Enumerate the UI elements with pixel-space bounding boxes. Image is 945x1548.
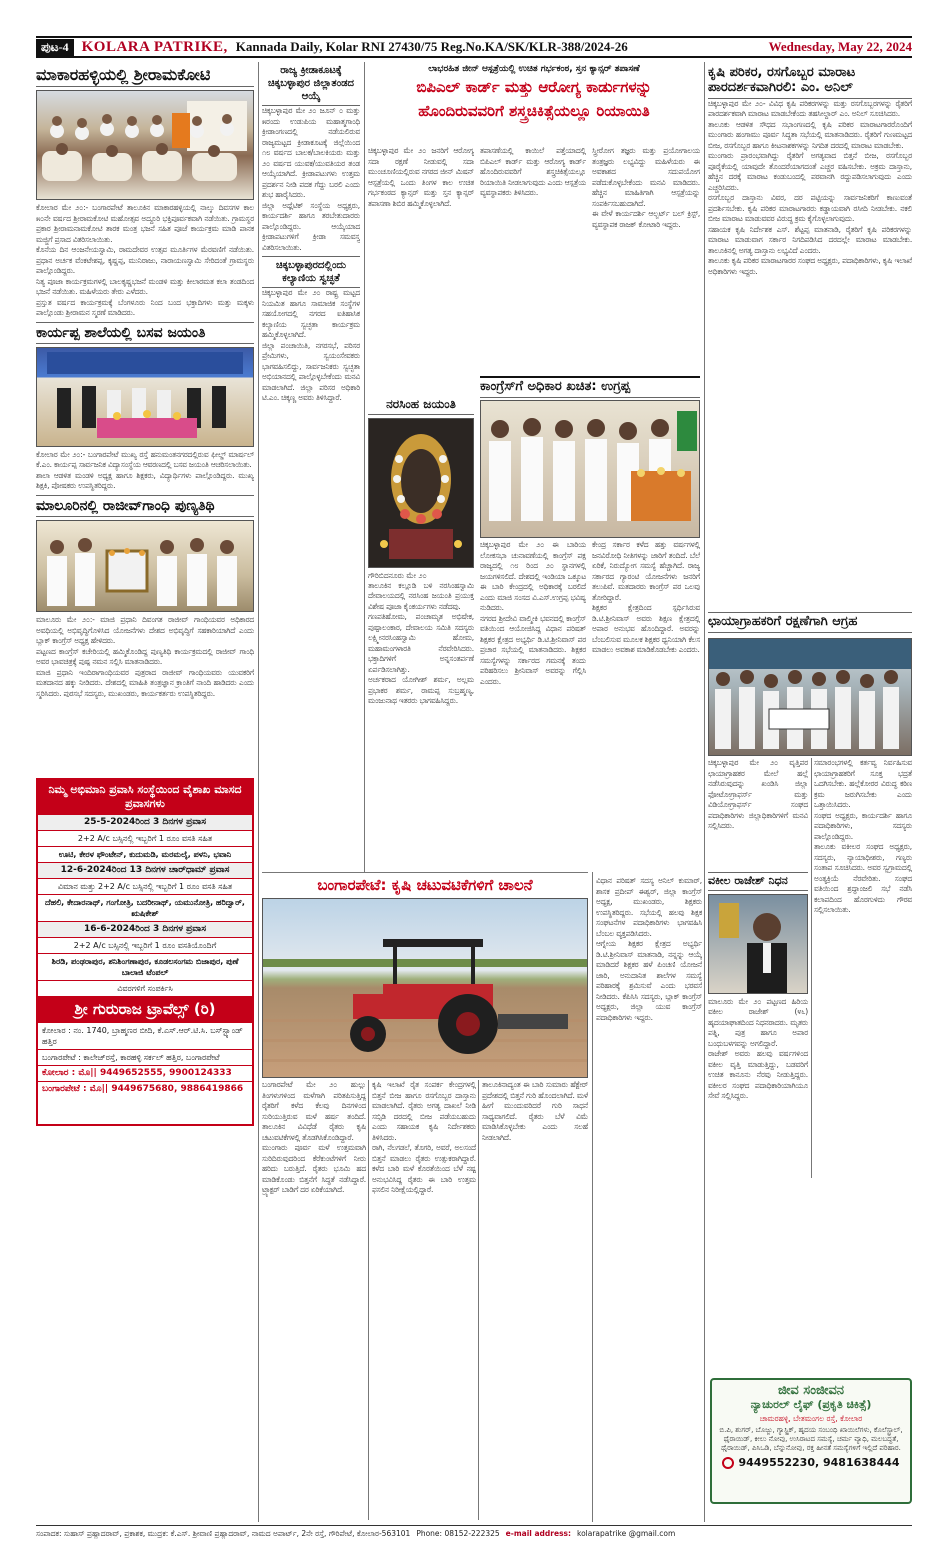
narasimha-story: [368, 396, 474, 872]
article-body: ಸಮಾರಂಭಗಳಲ್ಲಿ ಕರ್ತವ್ಯ ನಿರ್ವಹಿಸುವ ಛಾಯಾಗ್ರಾಹಕರಿಗೆ ಸೂಕ್ತ ಭದ್ರತೆ ಒದಗಿಸಬೇಕು. ಹಲ್ಲೆಕೋರರ ವಿರುದ್ಧ ಕಠಿಣ ಕ್ರಮ ಜರುಗಿಸಬೇಕು ಎಂದು ಒತ್ತಾಯಿಸಿದರು.: [814, 758, 912, 809]
article-body: ಮಾಲೂರು ಮೇ ೨೦ ಪಟ್ಟಣದ ಹಿರಿಯ ವಕೀಲ ರಾಜೇಶ್ (೪೬) ಹೃದಯಾಘಾತದಿಂದ ನಿಧನರಾದರು. ಮೃತರು ಪತ್ನಿ, ಪುತ್ರ ಹಾಗೂ ಅಪಾರ ಬಂಧುಬಳಗವನ್ನು ಅಗಲಿದ್ದಾರೆ.: [708, 996, 808, 1048]
article-headline: ಕಾಂಗ್ರೆಸ್‌ಗೆ ಅಧಿಕಾರ ಖಚಿತ: ಉಗ್ರಪ್ಪ: [480, 376, 700, 398]
contact-label: ವಿವರಗಳಿಗೆ ಸಂಪರ್ಕಿಸಿ: [38, 980, 252, 996]
article-body: ಕೊನೆಯ ದಿನ ಆಂಜನೇಯಸ್ವಾಮಿ, ರಾಮದೇವರ ಉತ್ಸವ ಮೂರ್ತಿಗಳ ಮೆರವಣಿಗೆ ನಡೆಯಿತು. ಪ್ರಧಾನ ಅರ್ಚಕ ವೆಂಕಟೇಶಪ್ಪ, ಕೃಷ್ಣಪ್ಪ, ಮುನಿರಾಜು, ನಾರಾಯಣಸ್ವಾಮಿ ಸೇರಿದಂತೆ ಗ್ರಾಮಸ್ಥರು ಪಾಲ್ಗೊಂಡಿದ್ದರು.: [36, 245, 254, 276]
article-headline: ಮಾಕಾರಹಳ್ಳಿಯಲ್ಲಿ ಶ್ರೀರಾಮಕೋಟಿ: [36, 64, 254, 87]
congress-headline: [480, 376, 700, 398]
photographers-story-column: [708, 758, 808, 868]
lead-kicker: ಲಾಭರಹಿತ ಜೀನ್ ಆಸ್ಪತ್ರೆಯಲ್ಲಿ ಉಚಿತ ಗರ್ಭಕಂಠ, ಸ್ತನ ಕ್ಯಾನ್ಸರ್ ತಪಾಸಣೆ: [428, 64, 640, 74]
travel-advertisement: [36, 778, 254, 1126]
article-body: ಚಿಕ್ಕಬಳ್ಳಾಪುರ ಮೇ ೨೦- ವಿವಿಧ ಕೃಷಿ ಪರಿಕರಗಳನ್ನು ಮತ್ತು ರಸಗೊಬ್ಬರಗಳನ್ನು ರೈತರಿಗೆ ಪಾರದರ್ಶಕವಾಗಿ ಮಾರಾಟ ಮಾಡಬೇಕೆಂದು ತಹಸೀಲ್ದಾರ್ ಎಂ. ಅನಿಲ್ ಸೂಚಿಸಿದರು.: [708, 98, 912, 119]
travel-address: ಬಂಗಾರಪೇಟೆ : ಕಾಲೇಜ್‌ರಸ್ತೆ, ಕಾರಹಳ್ಳಿ ಸರ್ಕಲ್ ಹತ್ತಿರ, ಬಂಗಾರಪೇಟೆ: [38, 1049, 252, 1065]
deity-illustration: [369, 419, 473, 567]
ad-phone: 9449552230, 9481638444: [738, 1456, 900, 1469]
agriculture-story-column: [262, 1080, 366, 1520]
article-body: ಸ್ತ್ರೀರೋಗ ತಜ್ಞರು ಮತ್ತು ಪ್ರಯೋಗಾಲಯ ತಂತ್ರಜ್ಞರು ಲಭ್ಯವಿದ್ದು ಮಹಿಳೆಯರು ಈ ಅವಕಾಶದ ಸದುಪಯೋಗ ಪಡೆದುಕೊಳ್ಳಬೇಕೆಂದು ಮನವಿ ಮಾಡಿದರು. ಹೆಚ್ಚಿನ ಮಾಹಿತಿಗಾಗಿ ಆಸ್ಪತ್ರೆಯನ್ನು ಸಂಪರ್ಕಿಸಬಹುದಾಗಿದೆ.: [592, 146, 700, 208]
article-body: ಮಾಲೂರು ಮೇ ೨೦:- ಮಾಜಿ ಪ್ರಧಾನಿ ದಿವಂಗತ ರಾಜೀವ್ ಗಾಂಧಿಯವರ ಅಧಿಕಾರದ ಅವಧಿಯಲ್ಲಿ ಅಭಿವೃದ್ಧಿಗೊಳಿಸಿದ ಯೋಜನೆಗಳು ದೇಶದ ಅಭಿವೃದ್ಧಿಗೆ ಸಹಕಾರಿಯಾಗಿದೆ ಎಂದು ಬ್ಲಾಕ್ ಕಾಂಗ್ರೆಸ್ ಅಧ್ಯಕ್ಷ ಹೇಳಿದರು.: [36, 615, 254, 646]
tour-places: ದೆಹಲಿ, ಕೇದಾರನಾಥ್, ಗಂಗೋತ್ರಿ, ಬದರೀನಾಥ್, ಯಮುನೋತ್ರಿ, ಹರಿದ್ವಾರ್, ಋಷಿಕೇಶ್: [38, 894, 252, 921]
travel-phone: ಕೋಲಾರ : ಮೊ|| 9449652555, 9900124333: [38, 1065, 252, 1081]
article-body: ಸಹಾಯಕ ಕೃಷಿ ನಿರ್ದೇಶಕ ಎಸ್. ಶೆಟ್ಟಪ್ಪ ಮಾತನಾಡಿ, ರೈತರಿಗೆ ಕೃಷಿ ಪರಿಕರಗಳನ್ನು ಮಾರಾಟ ಮಾಡುವಾಗ ಸರ್ಕಾರ ನಿಗದಿಪಡಿಸಿದ ದರದಲ್ಲೇ ಮಾರಾಟ ಮಾಡಬೇಕು. ತಾಲೂಕಿನಲ್ಲಿ ಅಗತ್ಯ ದಾಸ್ತಾನು ಲಭ್ಯವಿದೆ ಎಂದರು.: [708, 224, 912, 255]
travel-phone: ಬಂಗಾರಪೇಟೆ : ಮೊ|| 9449675680, 9886419866: [38, 1081, 252, 1097]
masthead: [36, 36, 912, 58]
obituary-headline: ವಕೀಲ ರಾಜೇಶ್ ನಿಧನ: [708, 872, 808, 891]
article-body: ತಾಲೂಕಿನ ಕಲ್ಲೂಡಿ ಬಳಿ ನರಸಿಂಹಸ್ವಾಮಿ ದೇವಾಲಯದಲ್ಲಿ ನರಸಿಂಹ ಜಯಂತಿ ಪ್ರಯುಕ್ತ ವಿಶೇಷ ಪೂಜಾ ಕೈಂಕರ್ಯಗಳು ನಡೆದವು.: [368, 580, 474, 611]
paper-name: KOLARA PATRIKE,: [81, 38, 228, 55]
article-body: ಮುಂಗಾರು ಪೂರ್ವ ಮಳೆ ಉತ್ತಮವಾಗಿ ಸುರಿದಿರುವುದರಿಂದ ಕೆರೆಕುಂಟೆಗಳಿಗೆ ನೀರು ಹರಿದು ಬರುತ್ತಿದೆ. ರೈತರು ಭೂಮಿ ಹದ ಮಾಡಿಕೊಂಡು ಬಿತ್ತನೆಗೆ ಸಿದ್ಧತೆ ನಡೆಸಿದ್ದಾರೆ. ಟ್ರ್ಯಾಕ್ಟರ್ ಬಾಡಿಗೆ ದರ ಏರಿಕೆಯಾಗಿದೆ.: [262, 1143, 366, 1194]
article-body: ನಿತ್ಯ ಪೂಜಾ ಕಾರ್ಯಕ್ರಮಗಳಲ್ಲಿ ಬಾಲಕೃಷ್ಣಭಜನೆ ಮಂಡಳಿ ಮತ್ತು ಕೀಲಾರಮತ ಕಲಾ ತಂಡದಿಂದ ಭಜನೆ ನಡೆಯಿತು. ಮಹಿಳೆಯರು ತೇರು ಎಳೆದರು.: [36, 276, 254, 297]
article-headline: ಬಂಗಾರಪೇಟೆ: ಕೃಷಿ ಚಟುವಟಿಕೆಗಳಿಗೆ ಚಾಲನೆ: [317, 876, 533, 894]
article-headline: ಛಾಯಾಗ್ರಾಹಕರಿಗೆ ರಕ್ಷಣೆಗಾಗಿ ಆಗ್ರಹ: [708, 613, 912, 633]
article-body: ರಸಗೊಬ್ಬರ ದಾಸ್ತಾನು ವಿವರ, ದರ ಪಟ್ಟಿಯನ್ನು ಸಾರ್ವಜನಿಕರಿಗೆ ಕಾಣುವಂತೆ ಪ್ರದರ್ಶಿಸಬೇಕು. ಕೃಷಿ ಪರಿಕರ ಮಾರಾಟಗಾರರು ಕಡ್ಡಾಯವಾಗಿ ರಸೀದಿ ನೀಡಬೇಕು. ನಕಲಿ ಬೀಜ ಮಾರಾಟ ಮಾಡುವವರ ವಿರುದ್ಧ ಕ್ರಮ ಕೈಗೊಳ್ಳಲಾಗುವುದು.: [708, 193, 912, 224]
article-headline: ಮಾಲೂರಿನಲ್ಲಿ ರಾಜೀವ್‌ಗಾಂಧಿ ಪುಣ್ಯತಿಥಿ: [36, 495, 254, 517]
article-body: ಪ್ರಸ್ತುತ ವರ್ಷದ ಕಾರ್ಯಕ್ರಮಕ್ಕೆ ಬೆಂಗಳೂರು ನಿಂದ ಬಂದ ಭಕ್ತಾದಿಗಳು ಮತ್ತು ಮಕ್ಕಳು ಪಾಲ್ಗೊಂಡು ಶ್ರೀರಾಮನ ಸ್ಮರಣೆ ಮಾಡಿದರು.: [36, 297, 254, 318]
congress-story-column: [592, 540, 700, 872]
article-body: ಆಗ್ನೇಯ ಶಿಕ್ಷಕರ ಕ್ಷೇತ್ರದ ಅಭ್ಯರ್ಥಿ ಡಿ.ಟಿ.ಶ್ರೀನಿವಾಸ್ ಮಾತನಾಡಿ, ನನ್ನನ್ನು ಆಯ್ಕೆ ಮಾಡಿದರೆ ಶಿಕ್ಷಕರ ಹಳೆ ಪಿಂಚಣಿ ಯೋಜನೆ ಜಾರಿ, ಅನುದಾನಿತ ಶಾಲೆಗಳ ಸಮಸ್ಯೆ ಪರಿಹಾರಕ್ಕೆ ಶ್ರಮಿಸುವೆ ಎಂದು ಭರವಸೆ ನೀಡಿದರು. ಕೆಪಿಸಿಸಿ ಸದಸ್ಯರು, ಬ್ಲಾಕ್ ಕಾಂಗ್ರೆಸ್ ಅಧ್ಯಕ್ಷರು, ಜಿಲ್ಲಾ ಯುವ ಕಾಂಗ್ರೆಸ್ ಪದಾಧಿಕಾರಿಗಳು ಇದ್ದರು.: [596, 939, 702, 1022]
lead-headline-line1: ಬಿಪಿಎಲ್ ಕಾರ್ಡ್ ಮತ್ತು ಆರೋಗ್ಯ ಕಾರ್ಡುಗಳನ್ನು: [416, 78, 652, 96]
article-body: ಬಂಗಾರಪೇಟೆ ಮೇ ೨೦ ಹುಲ್ಲು ತಿಂಗಳುಗಳಿಂದ ಮಳೆಗಾಗಿ ಪರಿತಪಿಸುತ್ತಿದ್ದ ರೈತರಿಗೆ ಕಳೆದ ಕೆಲವು ದಿನಗಳಿಂದ ಸುರಿಯುತ್ತಿರುವ ಮಳೆ ಹರ್ಷ ತಂದಿದೆ. ತಾಲೂಕಿನ ವಿವಿಧೆಡೆ ರೈತರು ಕೃಷಿ ಚಟುವಟಿಕೆಗಳಲ್ಲಿ ತೊಡಗಿಸಿಕೊಂಡಿದ್ದಾರೆ.: [262, 1080, 366, 1142]
lead-headline-block: [368, 64, 700, 144]
congress-continued-column: [596, 876, 702, 1520]
phone-icon: [722, 1457, 734, 1469]
column-divider: [364, 62, 365, 872]
article-headline: ಚಿಕ್ಕಬಳ್ಳಾಪುರದಲ್ಲಿಂದು ಕಲ್ಯಾಣಿಯ ಸ್ವಚ್ಛತೆ: [262, 256, 360, 288]
obituary-photo: [708, 894, 808, 994]
ad-title: ಜೀವ ಸಂಜೀವನ: [777, 1383, 845, 1398]
congress-meeting-photo: [480, 400, 700, 538]
page-number: ಪುಟ-4: [36, 39, 74, 56]
column-divider: [478, 1080, 479, 1520]
article-body: ಅರ್ಚಕರಾದ ಯೋಗೀಶ್ ಶರ್ಮ, ಅಲ್ಲಮ ಪ್ರಭಾಕರ ಶರ್ಮ, ರಾಮಪ್ಪ ಸುಬ್ರಹ್ಮಣ್ಯ, ಮಂಜುನಾಥ ಇತರರು ಭಾಗವಹಿಸಿದ್ದರು.: [368, 675, 474, 706]
group-illustration: [37, 521, 253, 611]
tour-date: 25-5-2024ರಿಂದ 3 ದಿನಗಳ ಪ್ರವಾಸ: [38, 814, 252, 830]
article-body: ನಗರದ ಶ್ರೀದೇವಿ ವಾಲ್ಮೀಕಿ ಭವನದಲ್ಲಿ ಕಾಂಗ್ರೆಸ್ ವತಿಯಿಂದ ಆಯೋಜಿಸಿದ್ದ ವಿಧಾನ ಪರಿಷತ್ ಶಿಕ್ಷಕರ ಕ್ಷೇತ್ರದ ಅಭ್ಯರ್ಥಿ ಡಿ.ಟಿ.ಶ್ರೀನಿವಾಸ್ ಪರ ಪ್ರಚಾರ ಸಭೆಯಲ್ಲಿ ಮಾತನಾಡಿದರು. ಶಿಕ್ಷಕರ ಸಮಸ್ಯೆಗಳನ್ನು ಸರ್ಕಾರದ ಗಮನಕ್ಕೆ ತಂದು ಪರಿಹರಿಸಲು ಶ್ರೀನಿವಾಸ್ ಅವರನ್ನು ಗೆಲ್ಲಿಸಿ ಎಂದರು.: [480, 613, 586, 686]
paper-registration: Kannada Daily, Kolar RNI 27430/75 Reg.No.KA/SK/KLR-388/2024-26: [235, 39, 628, 54]
article-body: ಶಿಕ್ಷಕರ ಕ್ಷೇತ್ರದಿಂದ ಸ್ಪರ್ಧಿಸಿರುವ ಡಿ.ಟಿ.ಶ್ರೀನಿವಾಸ್ ಅವರು ಶಿಕ್ಷಣ ಕ್ಷೇತ್ರದಲ್ಲಿ ಅಪಾರ ಅನುಭವ ಹೊಂದಿದ್ದಾರೆ. ಅವರನ್ನು ಬೆಂಬಲಿಸುವ ಮೂಲಕ ಶಿಕ್ಷಕರ ಧ್ವನಿಯಾಗಿ ಕೆಲಸ ಮಾಡಲು ಅವಕಾಶ ಮಾಡಿಕೊಡಬೇಕು ಎಂದರು.: [592, 603, 700, 654]
photographers-headline: [708, 612, 912, 636]
ad-address: ಚಾಮರಹಳ್ಳಿ, ಬೇತಮಂಗಲ ರಸ್ತೆ, ಕೋಲಾರ: [759, 1414, 863, 1423]
deity-photo: [368, 418, 474, 568]
tour-detail: 2+2 A/c ಬಸ್ಸಿನಲ್ಲಿ ಇಬ್ಬರಿಗೆ 1 ರೂಂ ವಸತಿ ಸಹಿತ: [38, 830, 252, 846]
tractor-photo: [262, 898, 588, 1078]
article-body: ಚಿಕ್ಕಬಳ್ಳಾಪುರ ಮೇ ೨೦ ವೃತ್ತಿಪರ ಛಾಯಾಗ್ರಾಹಕರ ಮೇಲೆ ಹಲ್ಲೆ ನಡೆಸಿರುವುದನ್ನು ಖಂಡಿಸಿ ಜಿಲ್ಲಾ ಫೋಟೋಗ್ರಾಫರ್ಸ್ ಮತ್ತು ವಿಡಿಯೋಗ್ರಾಫರ್ಸ್ ಸಂಘದ ಪದಾಧಿಕಾರಿಗಳು ಜಿಲ್ಲಾಧಿಕಾರಿಗಳಿಗೆ ಮನವಿ ಸಲ್ಲಿಸಿದರು.: [708, 758, 808, 830]
article-body: ತಾಲೂಕು ಆಡಳಿತ ಸೌಧದ ಸಭಾಂಗಣದಲ್ಲಿ ಕೃಷಿ ಪರಿಕರ ಮಾರಾಟಗಾರರೊಂದಿಗೆ ಮುಂಗಾರು ಹಂಗಾಮು ಪೂರ್ವ ಸಿದ್ಧತಾ ಸಭೆಯಲ್ಲಿ ಮಾತನಾಡಿದರು. ರೈತರಿಗೆ ಗುಣಮಟ್ಟದ ಬೀಜ, ರಸಗೊಬ್ಬರ ಹಾಗೂ ಕೀಟನಾಶಕಗಳನ್ನು ನಿಗದಿತ ದರದಲ್ಲಿ ಮಾರಾಟ ಮಾಡಬೇಕು.: [708, 119, 912, 150]
article-body: ಜಿಲ್ಲಾ ಪಂಚಾಯಿತಿ, ನಗರಸಭೆ, ಪರಿಸರ ಪ್ರೇಮಿಗಳು, ಸ್ವಯಂಸೇವಕರು ಭಾಗವಹಿಸಲಿದ್ದು, ಸಾರ್ವಜನಿಕರು ಸ್ವಚ್ಛತಾ ಅಭಿಯಾನದಲ್ಲಿ ಪಾಲ್ಗೊಳ್ಳಬೇಕೆಂದು ಮನವಿ ಮಾಡಲಾಗಿದೆ. ಜಿಲ್ಲಾ ಪರಿಸರ ಅಧಿಕಾರಿ ಟಿ.ಎಂ. ಚಿಕ್ಕಣ್ಣ ಅವರು ತಿಳಿಸಿದ್ದಾರೆ.: [262, 340, 360, 402]
article-body: ತಾಲೂಕಿನಾದ್ಯಂತ ಈ ಬಾರಿ ಸುಮಾರು ಹೆಕ್ಟೇರ್ ಪ್ರದೇಶದಲ್ಲಿ ಬಿತ್ತನೆ ಗುರಿ ಹೊಂದಲಾಗಿದೆ. ಮಳೆ ಹೀಗೆ ಮುಂದುವರಿದರೆ ಗುರಿ ಸಾಧನೆ ಸಾಧ್ಯವಾಗಲಿದೆ. ರೈತರು ಬೆಳೆ ವಿಮೆ ಮಾಡಿಸಿಕೊಳ್ಳಬೇಕು ಎಂದು ಸಲಹೆ ನೀಡಲಾಗಿದೆ.: [482, 1080, 588, 1142]
footer-imprint: [36, 1525, 912, 1541]
column-divider: [811, 758, 812, 1178]
tour-places: ಶಿರಡಿ, ಪಂಢರಾಪುರ, ಶನಿಶಿಂಗಣಾಪುರ, ಕೂಡಲಸಂಗಮ ಬಿಜಾಪುರ, ಪುಣೆ ಬಾಲಾಜಿ ಟೆಂಪಲ್: [38, 953, 252, 980]
photo-caption: ಗೌರಿಬಿದನೂರು ಮೇ ೨೦: [368, 570, 427, 580]
article-body: ಕೋಲಾರ ಮೇ ೨೦:- ಬಂಗಾರಪೇಟೆ ಮುಖ್ಯ ರಸ್ತೆ ಹನುಮಂತನಗರದಲ್ಲಿರುವ ಫೀಲ್ಡ್ ಮಾರ್ಷಲ್ ಕೆ.ಎಂ. ಕಾರ್ಯಪ್ಪ ಸಾರ್ವಜನಿಕ ವಿದ್ಯಾಸಂಸ್ಥೆಯ ಆವರಣದಲ್ಲಿ ಬಸವ ಜಯಂತಿ ಆಚರಿಸಲಾಯಿತು.: [36, 449, 254, 470]
article-body: ಕೇಂದ್ರ ಸರ್ಕಾರ ಕಳೆದ ಹತ್ತು ವರ್ಷಗಳಲ್ಲಿ ಜನವಿರೋಧಿ ನೀತಿಗಳನ್ನು ಜಾರಿಗೆ ತಂದಿದೆ. ಬೆಲೆ ಏರಿಕೆ, ನಿರುದ್ಯೋಗ ಸಮಸ್ಯೆ ಹೆಚ್ಚಾಗಿದೆ. ರಾಜ್ಯ ಸರ್ಕಾರದ ಗ್ಯಾರಂಟಿ ಯೋಜನೆಗಳು ಜನರಿಗೆ ತಲುಪಿವೆ. ಮತದಾರರು ಕಾಂಗ್ರೆಸ್ ಪರ ಒಲವು ತೋರಿದ್ದಾರೆ.: [592, 540, 700, 602]
agriculture-story-column: [482, 1080, 588, 1520]
footer-publisher: ಸಂಪಾದಕ: ಸುಹಾಸ್ ಪ್ರಹ್ಲಾದರಾವ್, ಪ್ರಕಾಶಕ, ಮುದ್ರಕ: ಕೆ.ಎಸ್. ಶ್ರೀವಾಣಿ ಪ್ರಹ್ಲಾದರಾವ್, ನಾಮದ ಅಪಾರ್ಟ್, 2ನೇ ರಸ್ತೆ, ಗೌರಿಪೇಟೆ, ಕೋಲಾರ-563101: [36, 1528, 411, 1538]
article-body: ಸಂಘದ ಅಧ್ಯಕ್ಷರು, ಕಾರ್ಯದರ್ಶಿ ಹಾಗೂ ಪದಾಧಿಕಾರಿಗಳು, ಸದಸ್ಯರು ಪಾಲ್ಗೊಂಡಿದ್ದರು.: [814, 810, 912, 841]
column-divider: [258, 62, 259, 1522]
article-body: ಶಾಲಾ ಆಡಳಿತ ಮಂಡಳಿ ಅಧ್ಯಕ್ಷ ಹಾಗೂ ಶಿಕ್ಷಕರು, ವಿದ್ಯಾರ್ಥಿಗಳು ಪಾಲ್ಗೊಂಡಿದ್ದರು. ಮುಖ್ಯ ಶಿಕ್ಷಕಿ, ಪೋಷಕರು ಉಪಸ್ಥಿತರಿದ್ದರು.: [36, 470, 254, 491]
article-body: ಪಟ್ಟಣದ ಕಾಂಗ್ರೆಸ್ ಕಚೇರಿಯಲ್ಲಿ ಹಮ್ಮಿಕೊಂಡಿದ್ದ ಪುಣ್ಯತಿಥಿ ಕಾರ್ಯಕ್ರಮದಲ್ಲಿ ರಾಜೀವ್ ಗಾಂಧಿ ಅವರ ಭಾವಚಿತ್ರಕ್ಕೆ ಪುಷ್ಪ ನಮನ ಸಲ್ಲಿಸಿ ಮಾತನಾಡಿದರು.: [36, 646, 254, 667]
crowd-illustration: [37, 91, 253, 199]
ramakoti-photo: [36, 90, 254, 200]
article-body: ತಪಾಸಣೆಯಲ್ಲಿ ಕಾಯಿಲೆ ಪತ್ತೆಯಾದಲ್ಲಿ ಬಿಪಿಎಲ್ ಕಾರ್ಡ್ ಮತ್ತು ಆರೋಗ್ಯ ಕಾರ್ಡ್ ಹೊಂದಿರುವವರಿಗೆ ಶಸ್ತ್ರಚಿಕಿತ್ಸೆಯಲ್ಲೂ ರಿಯಾಯಿತಿ ನೀಡಲಾಗುವುದು ಎಂದು ಆಸ್ಪತ್ರೆಯ ವ್ಯವಸ್ಥಾಪಕರು ತಿಳಿಸಿದರು.: [480, 146, 586, 197]
column-divider: [704, 62, 705, 1522]
photographers-protest-photo: [708, 638, 912, 756]
travel-company-name: ಶ್ರೀ ಗುರುರಾಜ ಟ್ರಾವೆಲ್ಸ್ (ರಿ): [38, 996, 252, 1022]
lead-story-column: [480, 146, 586, 396]
narrow-column: [262, 64, 360, 869]
article-body: ರಾಜೇಶ್ ಅವರು ಹಲವು ವರ್ಷಗಳಿಂದ ವಕೀಲ ವೃತ್ತಿ ಮಾಡುತ್ತಿದ್ದು, ಬಡವರಿಗೆ ಉಚಿತ ಕಾನೂನು ನೆರವು ನೀಡುತ್ತಿದ್ದರು. ವಕೀಲರ ಸಂಘದ ಪದಾಧಿಕಾರಿಯಾಗಿಯೂ ಸೇವೆ ಸಲ್ಲಿಸಿದ್ದರು.: [708, 1049, 808, 1101]
tour-detail: 2+2 A/c ಬಸ್ಸಿನಲ್ಲಿ ಇಬ್ಬರಿಗೆ 1 ರೂಂ ವಸತಿಯೊಂದಿಗೆ: [38, 937, 252, 953]
agriculture-story-column: [372, 1080, 476, 1520]
article-body: ಮಾಜಿ ಪ್ರಧಾನಿ ಇಂದಿರಾಗಾಂಧಿಯವರ ಪುತ್ರರಾದ ರಾಜೀವ್ ಗಾಂಧಿಯವರು ಯುವಕರಿಗೆ ಮತದಾನದ ಹಕ್ಕು ನೀಡಿದರು. ದೇಶದಲ್ಲಿ ಮಾಹಿತಿ ತಂತ್ರಜ್ಞಾನ ಕ್ರಾಂತಿಗೆ ನಾಂದಿ ಹಾಡಿದರು ಎಂದು ಸ್ಮರಿಸಿದರು. ಪುರಸಭೆ ಸದಸ್ಯರು, ಮುಖಂಡರು, ಕಾರ್ಯಕರ್ತರು ಉಪಸ್ಥಿತರಿದ್ದರು.: [36, 667, 254, 698]
tour-detail: ವಿಮಾನ ಮತ್ತು 2+2 A/c ಬಸ್ಸಿನಲ್ಲಿ ಇಬ್ಬರಿಗೆ 1 ರೂಂ ವಸತಿ ಸಹಿತ: [38, 878, 252, 894]
tractor-illustration: [263, 899, 587, 1077]
left-column: [36, 64, 254, 1524]
portrait-illustration: [709, 895, 807, 993]
article-body: ಚಿಕ್ಕಬಳ್ಳಾಪುರ ಮೇ ೨೦ ಜನರಿಗೆ ಆರೋಗ್ಯ ಸದಾ ರಕ್ಷಣೆ ನೀಡುವಲ್ಲಿ ಸದಾ ಮುಂಚೂಣಿಯಲ್ಲಿರುವ ನಗರದ ಜೀನ್ ಮಿಷನ್ ಆಸ್ಪತ್ರೆಯಲ್ಲಿ ಒಂದು ತಿಂಗಳ ಕಾಲ ಉಚಿತ ಗರ್ಭಕಂಠದ ಕ್ಯಾನ್ಸರ್ ಮತ್ತು ಸ್ತನ ಕ್ಯಾನ್ಸರ್ ತಪಾಸಣಾ ಶಿಬಿರ ಹಮ್ಮಿಕೊಳ್ಳಲಾಗಿದೆ.: [368, 146, 474, 208]
article-headline: ಕೃಷಿ ಪರಿಕರ, ರಸಗೊಬ್ಬರ ಮಾರಾಟ ಪಾರದರ್ಶಕವಾಗಿರಲಿ: ಎಂ. ಅನಿಲ್: [708, 64, 912, 99]
meeting-illustration: [481, 401, 699, 537]
article-body: ಈ ವೇಳೆ ಕಾರ್ಯದರ್ಶಿ ಆಲ್ಬರ್ಟ್ ಬಲ್ ಕ್ರಿಸ್ಟ್, ವ್ಯವಸ್ಥಾಪಕ ರಾಜಕ್ ಕೋಟಾರಿ ಇದ್ದರು.: [592, 209, 700, 229]
right-column: [708, 64, 912, 624]
travel-address: ಕೋಲಾರ : ನಂ. 1740, ಬ್ರಾಹ್ಮಣರ ಬೀದಿ, ಕೆ.ಎಸ್.ಆರ್.ಟಿ.ಸಿ. ಬಸ್‌ಸ್ಟ್ಯಾಂಡ್ ಹತ್ತಿರ: [38, 1022, 252, 1049]
basava-jayanthi-photo: [36, 347, 254, 447]
column-divider: [368, 1080, 369, 1520]
footer-email: kolarapatrike @gmail.com: [577, 1529, 676, 1538]
article-body: ಮುಂಗಾರು ಪ್ರಾರಂಭವಾಗಿದ್ದು ರೈತರಿಗೆ ಅಗತ್ಯವಾದ ಬಿತ್ತನೆ ಬೀಜ, ರಸಗೊಬ್ಬರ ಪೂರೈಕೆಯಲ್ಲಿ ಯಾವುದೇ ತೊಂದರೆಯಾಗದಂತೆ ಎಚ್ಚರ ವಹಿಸಬೇಕು. ಅಕ್ರಮ ದಾಸ್ತಾನು, ಹೆಚ್ಚಿನ ದರಕ್ಕೆ ಮಾರಾಟ ಕಂಡುಬಂದಲ್ಲಿ ಪರವಾನಗಿ ರದ್ದುಪಡಿಸಲಾಗುವುದು ಎಂದು ಎಚ್ಚರಿಸಿದರು.: [708, 151, 912, 192]
lead-headline-line2: ಹೊಂದಿರುವವರಿಗೆ ಶಸ್ತ್ರಚಿಕಿತ್ಸೆಯಲ್ಲೂ ರಿಯಾಯಿತಿ: [418, 102, 650, 120]
footer-phone: Phone: 08152-222325: [416, 1529, 500, 1538]
naturopathy-advertisement: [710, 1378, 912, 1504]
tour-date: 16-6-2024ರಿಂದ 3 ದಿನಗಳ ಪ್ರವಾಸ: [38, 921, 252, 937]
article-body: ಚಿಕ್ಕಬಳ್ಳಾಪುರ ಮೇ ೨೦ ಜೂನ್ ೦ ಮತ್ತು ೫ರಂದು ಉಡುಪಿಯ ಮಹಾತ್ಮಗಾಂಧಿ ಕ್ರೀಡಾಂಗಣದಲ್ಲಿ ನಡೆಯಲಿರುವ ರಾಜ್ಯಮಟ್ಟದ ಕ್ರೀಡಾಕೂಟಕ್ಕೆ ಜಿಲ್ಲೆಯಿಂದ ೧೮ ವರ್ಷದ ಬಾಲಕ/ಬಾಲಕಿಯರು ಮತ್ತು ೨೦ ವರ್ಷದ ಯುವಕ/ಯುವತಿಯರ ತಂಡ ಆಯ್ಕೆಯಾಗಿದೆ. ಕ್ರೀಡಾಪಟುಗಳು ಉತ್ತಮ ಪ್ರದರ್ಶನ ನೀಡಿ ಪದಕ ಗೆದ್ದು ಬರಲಿ ಎಂದು ಶುಭ ಹಾರೈಸಿದರು.: [262, 106, 360, 199]
ad-phone-row: [712, 1456, 910, 1469]
lead-story-column: [592, 146, 700, 376]
stage-illustration: [37, 348, 253, 446]
lead-story-column: [368, 146, 474, 396]
article-body: ಜಿಲ್ಲಾ ಅಥ್ಲೆಟಿಕ್ ಸಂಸ್ಥೆಯ ಅಧ್ಯಕ್ಷರು, ಕಾರ್ಯದರ್ಶಿ ಹಾಗೂ ತರಬೇತುದಾರರು ಪಾಲ್ಗೊಂಡಿದ್ದರು. ಆಯ್ಕೆಯಾದ ಕ್ರೀಡಾಪಟುಗಳಿಗೆ ಕ್ರೀಡಾ ಸಮವಸ್ತ್ರ ವಿತರಿಸಲಾಯಿತು.: [262, 200, 360, 252]
article-body: ಕೃಷಿ ಇಲಾಖೆ ರೈತ ಸಂಪರ್ಕ ಕೇಂದ್ರಗಳಲ್ಲಿ ಬಿತ್ತನೆ ಬೀಜ ಹಾಗೂ ರಸಗೊಬ್ಬರ ದಾಸ್ತಾನು ಮಾಡಲಾಗಿದೆ. ರೈತರು ಅಗತ್ಯ ದಾಖಲೆ ನೀಡಿ ಸಬ್ಸಿಡಿ ದರದಲ್ಲಿ ಬೀಜ ಪಡೆಯಬಹುದು ಎಂದು ಸಹಾಯಕ ಕೃಷಿ ನಿರ್ದೇಶಕರು ತಿಳಿಸಿದರು.: [372, 1080, 476, 1142]
footer-email-label: e-mail address:: [505, 1529, 571, 1538]
tour-date: 12-6-2024ರಿಂದ 13 ದಿನಗಳ ಚಾರ್‌ಧಾಮ್ ಪ್ರವಾಸ: [38, 862, 252, 878]
agriculture-headline: [262, 872, 588, 896]
article-headline: ರಾಜ್ಯ ಕ್ರೀಡಾಕೂಟಕ್ಕೆ ಚಿಕ್ಕಬಳ್ಳಾಪುರ ಜಿಲ್ಲಾತಂಡದ ಆಯ್ಕೆ: [262, 64, 360, 106]
congress-story-column: [480, 540, 586, 872]
article-body: ತಾಲೂಕು ಕೃಷಿ ಪರಿಕರ ಮಾರಾಟಗಾರರ ಸಂಘದ ಅಧ್ಯಕ್ಷರು, ಪದಾಧಿಕಾರಿಗಳು, ಕೃಷಿ ಇಲಾಖೆ ಅಧಿಕಾರಿಗಳು ಇದ್ದರು.: [708, 256, 912, 276]
article-body: ತಾಲೂಕು ವಕೀಲರ ಸಂಘದ ಅಧ್ಯಕ್ಷರು, ಸದಸ್ಯರು, ನ್ಯಾಯಾಧೀಶರು, ಗಣ್ಯರು ಸಂತಾಪ ಸೂಚಿಸಿದರು. ಅವರ ಸ್ವಗ್ರಾಮದಲ್ಲಿ ಅಂತ್ಯಕ್ರಿಯೆ ನೆರವೇರಿತು. ಸಂಘದ ವತಿಯಿಂದ ಶ್ರದ್ಧಾಂಜಲಿ ಸಭೆ ನಡೆಸಿ ಕಲಾಪದಿಂದ ಹೊರಗುಳಿದು ಗೌರವ ಸಲ್ಲಿಸಲಾಯಿತು.: [814, 842, 912, 914]
article-body: ವಿಧಾನ ಪರಿಷತ್ ಸದಸ್ಯ ಅನಿಲ್ ಕುಮಾರ್, ಶಾಸಕ ಪ್ರದೀಪ್ ಈಶ್ವರ್, ಜಿಲ್ಲಾ ಕಾಂಗ್ರೆಸ್ ಅಧ್ಯಕ್ಷ, ಮುಖಂಡರು, ಶಿಕ್ಷಕರು ಉಪಸ್ಥಿತರಿದ್ದರು. ಸಭೆಯಲ್ಲಿ ಹಲವು ಶಿಕ್ಷಕ ಸಂಘಟನೆಗಳ ಪದಾಧಿಕಾರಿಗಳು ಭಾಗವಹಿಸಿ ಬೆಂಬಲ ವ್ಯಕ್ತಪಡಿಸಿದರು.: [596, 876, 702, 938]
obituary-block: [708, 872, 808, 1178]
article-headline: ನರಸಿಂಹ ಜಯಂತಿ: [368, 396, 474, 415]
tour-places: ಊಟಿ, ಕೇರಳ ಫೌಂಟೇನ್, ಕುದುಮಡಿ, ಮರಮಲೈ, ಪಳನಿ, ಭವಾನಿ: [38, 846, 252, 862]
article-headline: ಕಾರ್ಯಪ್ಪ ಶಾಲೆಯಲ್ಲಿ ಬಸವ ಜಯಂತಿ: [36, 322, 254, 344]
protest-illustration: [709, 639, 911, 755]
ad-body: ಬಿ.ಪಿ, ಶುಗರ್, ಬೊಜ್ಜು, ಗ್ಯಾಸ್ಟ್ರಿಕ್, ಹೃದಯ ಸಂಬಂಧಿ ಖಾಯಿಲೆಗಳು, ಕೊಲೆಸ್ಟ್ರಾಲ್, ಥೈರಾಯಿಡ್, ಕೀಲು ನೋವು, ಉಸಿರಾಟದ ಸಮಸ್ಯೆ, ಚರ್ಮ ವ್ಯಾಧಿ, ಮಲಬದ್ಧತೆ, ಥೈರಾಯಿಡ್, ಪಿಸಿಒಡಿ, ಬೆನ್ನುನೋವು, ರಕ್ತ ಹೀನತೆ ಸಮಸ್ಯೆಗಳಿಗೆ ಇಲ್ಲಿದೆ ಪರಿಹಾರ.: [719, 1426, 903, 1452]
column-divider: [592, 872, 593, 1522]
ad-subtitle: ನ್ಯಾಚುರಲ್ ಲೈಫ್ (ಪ್ರಕೃತಿ ಚಿಕಿತ್ಸೆ): [750, 1398, 872, 1411]
article-body: ಚಿಕ್ಕಬಳ್ಳಾಪುರ ಮೇ ೨೦ ರಾಷ್ಟ್ರ ಮಟ್ಟದ ನಿಯಮಿತ ಹಾಗೂ ಸಾಮಾಜಿಕ ಸಂಸ್ಥೆಗಳ ಸಹಯೋಗದಲ್ಲಿ ನಗರದ ಐತಿಹಾಸಿಕ ಕಲ್ಯಾಣಿಯ ಸ್ವಚ್ಛತಾ ಕಾರ್ಯಕ್ರಮ ಹಮ್ಮಿಕೊಳ್ಳಲಾಗಿದೆ.: [262, 288, 360, 339]
article-body: ಕೋಲಾರ ಮೇ ೨೦:- ಬಂಗಾರಪೇಟೆ ತಾಲೂಕಿನ ಮಾಕಾರಹಳ್ಳಿಯಲ್ಲಿ ನಾಲ್ಕು ದಿವಸಗಳ ಕಾಲ ೫೦ನೇ ವರ್ಷದ ಶ್ರೀರಾಮಕೋಟಿ ಮಹೋತ್ಸವ ಅದ್ದೂರಿ ಭಕ್ತಿಪೂರ್ವಕವಾಗಿ ನಡೆಯಿತು. ಗ್ರಾಮಸ್ಥರ ಪ್ರಕಾರ ಶ್ರೀರಾಮನಾಮಕೋಟಿ ತಾರಕ ಮಂತ್ರ ಭಜನೆ ಸಹಿತ ಪೂಜೆ ಕಾರ್ಯಕ್ರಮ ಮಾಡಿ ಪಾನಕ ಮಜ್ಜಿಗೆ ಪ್ರಸಾದ ವಿತರಿಸಲಾಯಿತು.: [36, 203, 254, 244]
article-body: ಗಣಪತಿಹೋಮ, ಪಂಚಾಮೃತ ಅಭಿಷೇಕ, ಪುಷ್ಪಾಲಂಕಾರ, ದೇವಾಲಯ ಸಮಿತಿ ಸದಸ್ಯರು ಲಕ್ಷ್ಮೀನರಸಿಂಹಸ್ವಾಮಿ ಹೋಮ, ಮಹಾಮಂಗಳಾರತಿ ನೆರವೇರಿಸಿದರು. ಭಕ್ತಾದಿಗಳಿಗೆ ಅನ್ನಸಂತರ್ಪಣೆ ಏರ್ಪಡಿಸಲಾಗಿತ್ತು.: [368, 612, 474, 674]
issue-date: Wednesday, May 22, 2024: [768, 39, 912, 54]
article-body: ಚಿಕ್ಕಬಳ್ಳಾಪುರ ಮೇ ೨೦ ಈ ಬಾರಿಯ ಲೋಕಸಭಾ ಚುನಾವಣೆಯಲ್ಲಿ ಕಾಂಗ್ರೆಸ್ ಪಕ್ಷ ರಾಜ್ಯದಲ್ಲಿ ೧೮ ರಿಂದ ೨೦ ಸ್ಥಾನಗಳಲ್ಲಿ ಜಯಗಳಿಸಲಿದೆ. ದೇಶದಲ್ಲಿ ಇಂಡಿಯಾ ಒಕ್ಕೂಟ ಈ ಬಾರಿ ಕೇಂದ್ರದಲ್ಲಿ ಅಧಿಕಾರಕ್ಕೆ ಬರಲಿದೆ ಎಂದು ಮಾಜಿ ಸಂಸದ ವಿ.ಎಸ್.ಉಗ್ರಪ್ಪ ಭವಿಷ್ಯ ನುಡಿದರು.: [480, 540, 586, 612]
travel-ad-title: ನಿಮ್ಮ ಅಭಿಮಾನಿ ಪ್ರವಾಸಿ ಸಂಸ್ಥೆಯಿಂದ ವೈಶಾಖ ಮಾಸದ ಪ್ರವಾಸಗಳು: [38, 780, 252, 814]
article-body: ರಾಗಿ, ನೆಲಗಡಲೆ, ತೊಗರಿ, ಅವರೆ, ಅಲಸಂದೆ ಬಿತ್ತನೆ ಮಾಡಲು ರೈತರು ಉತ್ಸುಕರಾಗಿದ್ದಾರೆ. ಕಳೆದ ಬಾರಿ ಮಳೆ ಕೊರತೆಯಿಂದ ಬೆಳೆ ನಷ್ಟ ಅನುಭವಿಸಿದ್ದ ರೈತರು ಈ ಬಾರಿ ಉತ್ತಮ ಫಸಲಿನ ನಿರೀಕ್ಷೆಯಲ್ಲಿದ್ದಾರೆ.: [372, 1143, 476, 1194]
photographers-story-column: [814, 758, 912, 1178]
rajiv-gandhi-photo: [36, 520, 254, 612]
